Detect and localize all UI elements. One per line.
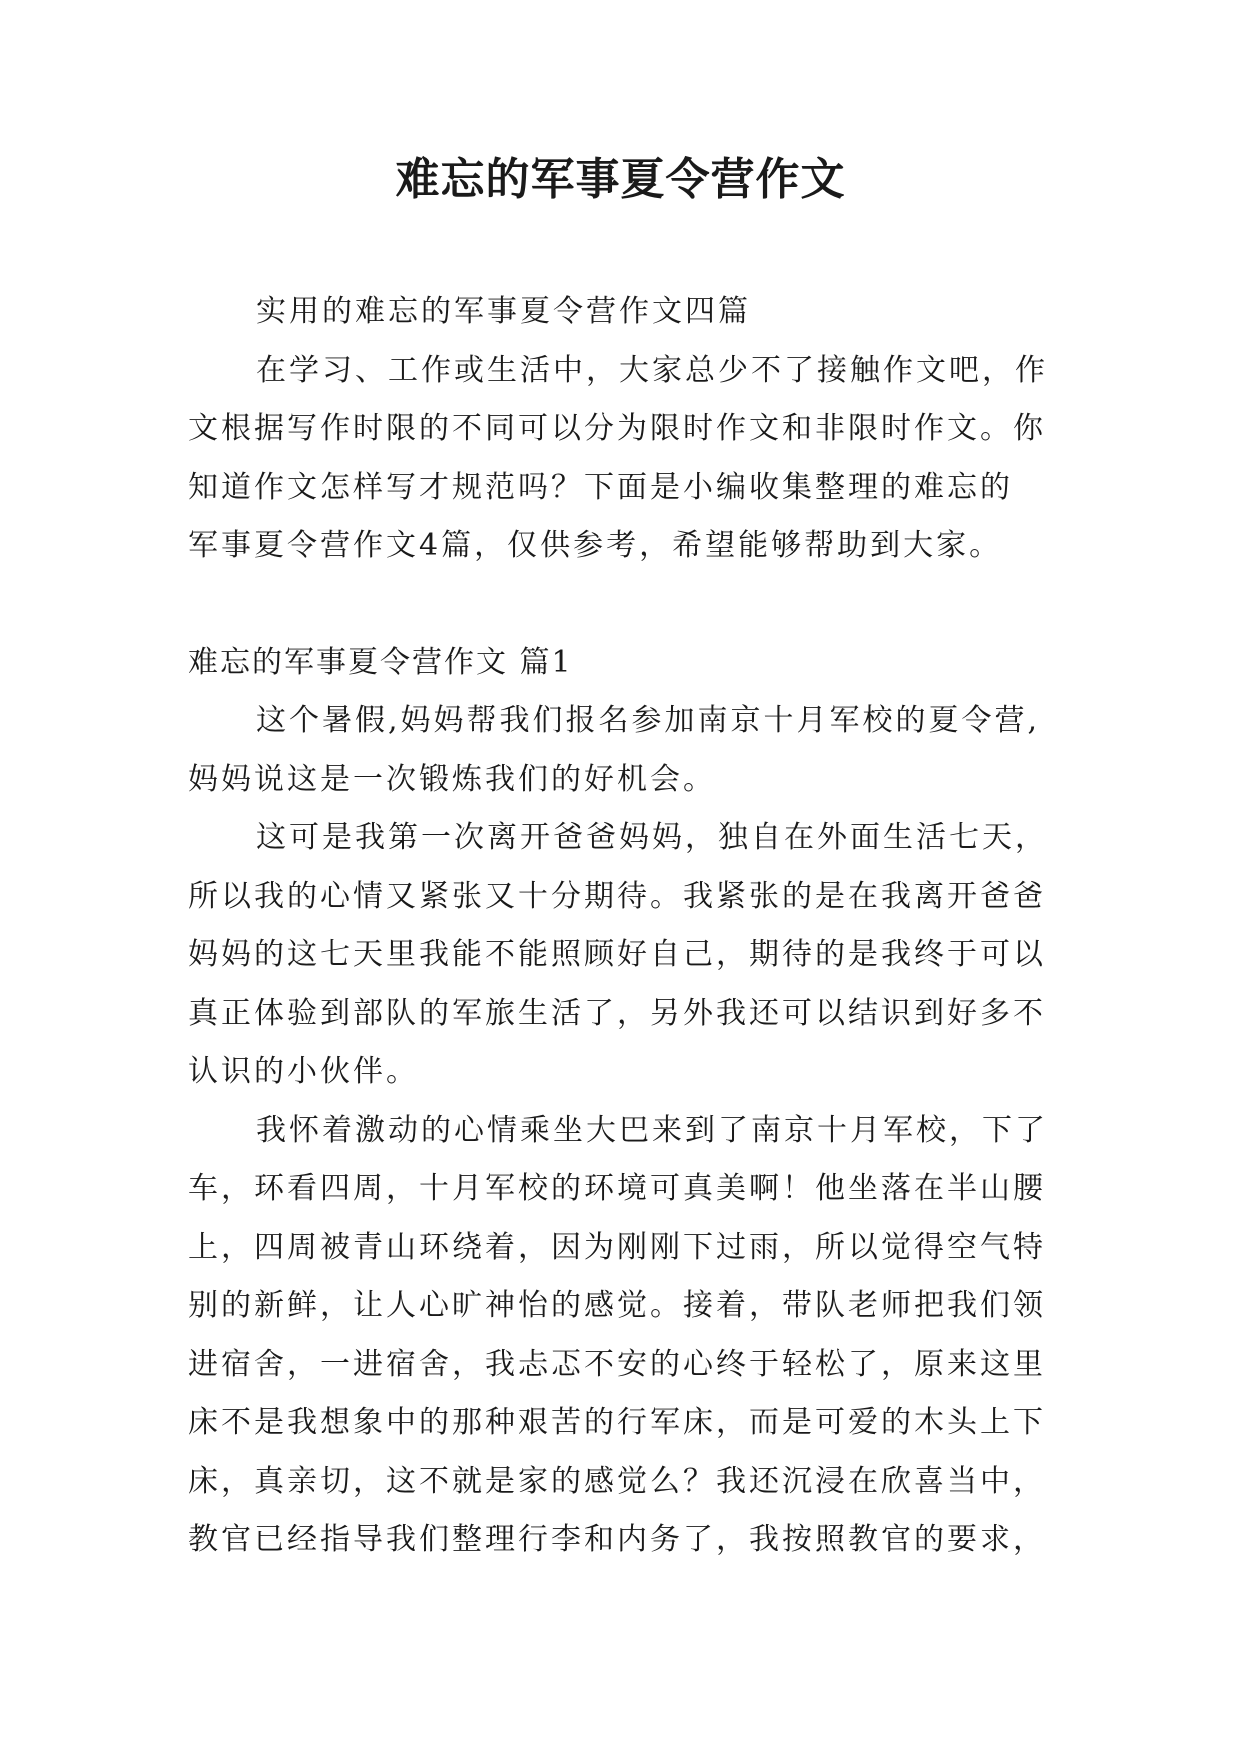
paragraph-line: 别的新鲜，让人心旷神怡的感觉。接着，带队老师把我们领: [188, 1288, 1046, 1323]
document-body: [188, 283, 1058, 1570]
document-subtitle: 实用的难忘的军事夏令营作文四篇: [256, 294, 751, 329]
paragraph-line: 知道作文怎样写才规范吗？下面是小编收集整理的难忘的: [188, 469, 1013, 505]
paragraph-line: 床不是我想象中的那种艰苦的行军床，而是可爱的木头上下: [188, 1405, 1046, 1440]
paragraph-line: 车，环看四周，十月军校的环境可真美啊！他坐落在半山腰: [188, 1171, 1046, 1206]
paragraph-line: 妈妈说这是一次锻炼我们的好机会。: [188, 761, 716, 797]
paragraph-line: 所以我的心情又紧张又十分期待。我紧张的是在我离开爸爸: [188, 878, 1046, 914]
paragraph-line: 进宿舍，一进宿舍，我忐忑不安的心终于轻松了，原来这里: [188, 1346, 1046, 1382]
paragraph-line: 上，四周被青山环绕着，因为刚刚下过雨，所以觉得空气特: [188, 1229, 1046, 1265]
paragraph-line: 这个暑假,妈妈帮我们报名参加南京十月军校的夏令营,: [256, 703, 1041, 738]
body-paragraph-1: [188, 692, 1058, 809]
paragraph-line: 床，真亲切，这不就是家的感觉么？我还沉浸在欣喜当中，: [188, 1463, 1046, 1499]
paragraph-line: 军事夏令营作文4篇，仅供参考，希望能够帮助到大家。: [188, 528, 1003, 563]
paragraph-line: 这可是我第一次离开爸爸妈妈，独自在外面生活七天，: [256, 820, 1048, 855]
paragraph-line: 在学习、工作或生活中，大家总少不了接触作文吧，作: [256, 352, 1048, 388]
paragraph-line: 妈妈的这七天里我能不能照顾好自己，期待的是我终于可以: [188, 937, 1046, 972]
paragraph-line: 教官已经指导我们整理行李和内务了，我按照教官的要求，: [188, 1522, 1046, 1557]
paragraph-line: 文根据写作时限的不同可以分为限时作文和非限时作文。你: [188, 411, 1046, 446]
paragraph-line: 真正体验到部队的军旅生活了，另外我还可以结识到好多不: [188, 995, 1046, 1031]
paragraph-line: 我怀着激动的心情乘坐大巴来到了南京十月军校，下了: [256, 1112, 1048, 1148]
section-heading: 难忘的军事夏令营作文 篇1: [188, 644, 573, 680]
body-paragraph-2: [188, 809, 1058, 1102]
intro-paragraph: [188, 342, 1058, 576]
document-title: 难忘的军事夏令营作文: [395, 154, 846, 205]
body-paragraph-3: [188, 1102, 1058, 1570]
paragraph-line: 认识的小伙伴。: [188, 1054, 419, 1089]
